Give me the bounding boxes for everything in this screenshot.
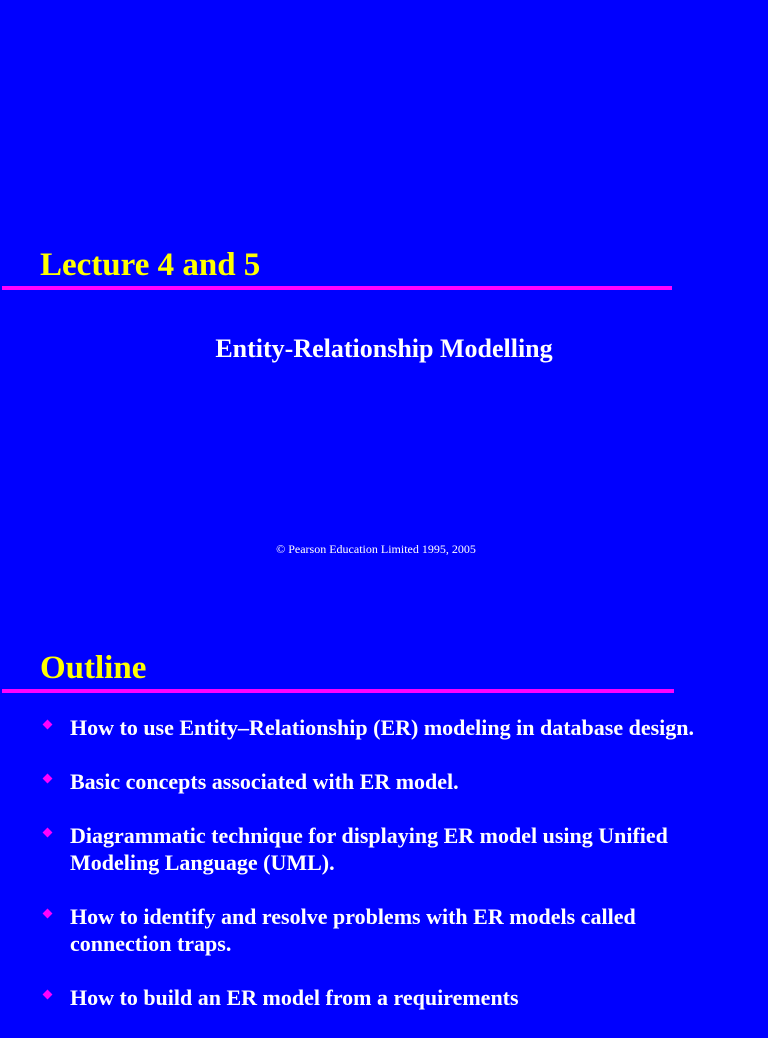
list-item [0,714,710,741]
slide-title-heading: Lecture 4 and 5 [40,247,261,283]
list-item [0,984,710,1011]
outline-bullet-list [0,714,768,1038]
diamond-bullet-icon [43,720,53,730]
outline-heading: Outline [40,650,147,686]
title-underline [2,286,672,290]
copyright-notice: © Pearson Education Limited 1995, 2005 [276,542,476,556]
bullet-text: How to use Entity–Relationship (ER) modeling in database design. [70,715,695,740]
list-item [0,768,710,795]
slide-outline [0,614,768,1024]
slide-subtitle: Entity-Relationship Modelling [215,334,553,363]
bullet-text: How to build an ER model from a requirements [70,985,519,1010]
diamond-bullet-icon [43,990,53,1000]
bullet-text: Basic concepts associated with ER model. [70,769,459,794]
list-item [0,822,710,876]
diamond-bullet-icon [43,828,53,838]
bullet-text: Diagrammatic technique for displaying ER model using Unified Modeling Language (UML). [70,823,668,875]
list-item [0,903,710,957]
bullet-text: How to identify and resolve problems with ER models called connection traps. [70,904,636,956]
diamond-bullet-icon [43,774,53,784]
diamond-bullet-icon [43,909,53,919]
outline-underline [2,689,674,693]
